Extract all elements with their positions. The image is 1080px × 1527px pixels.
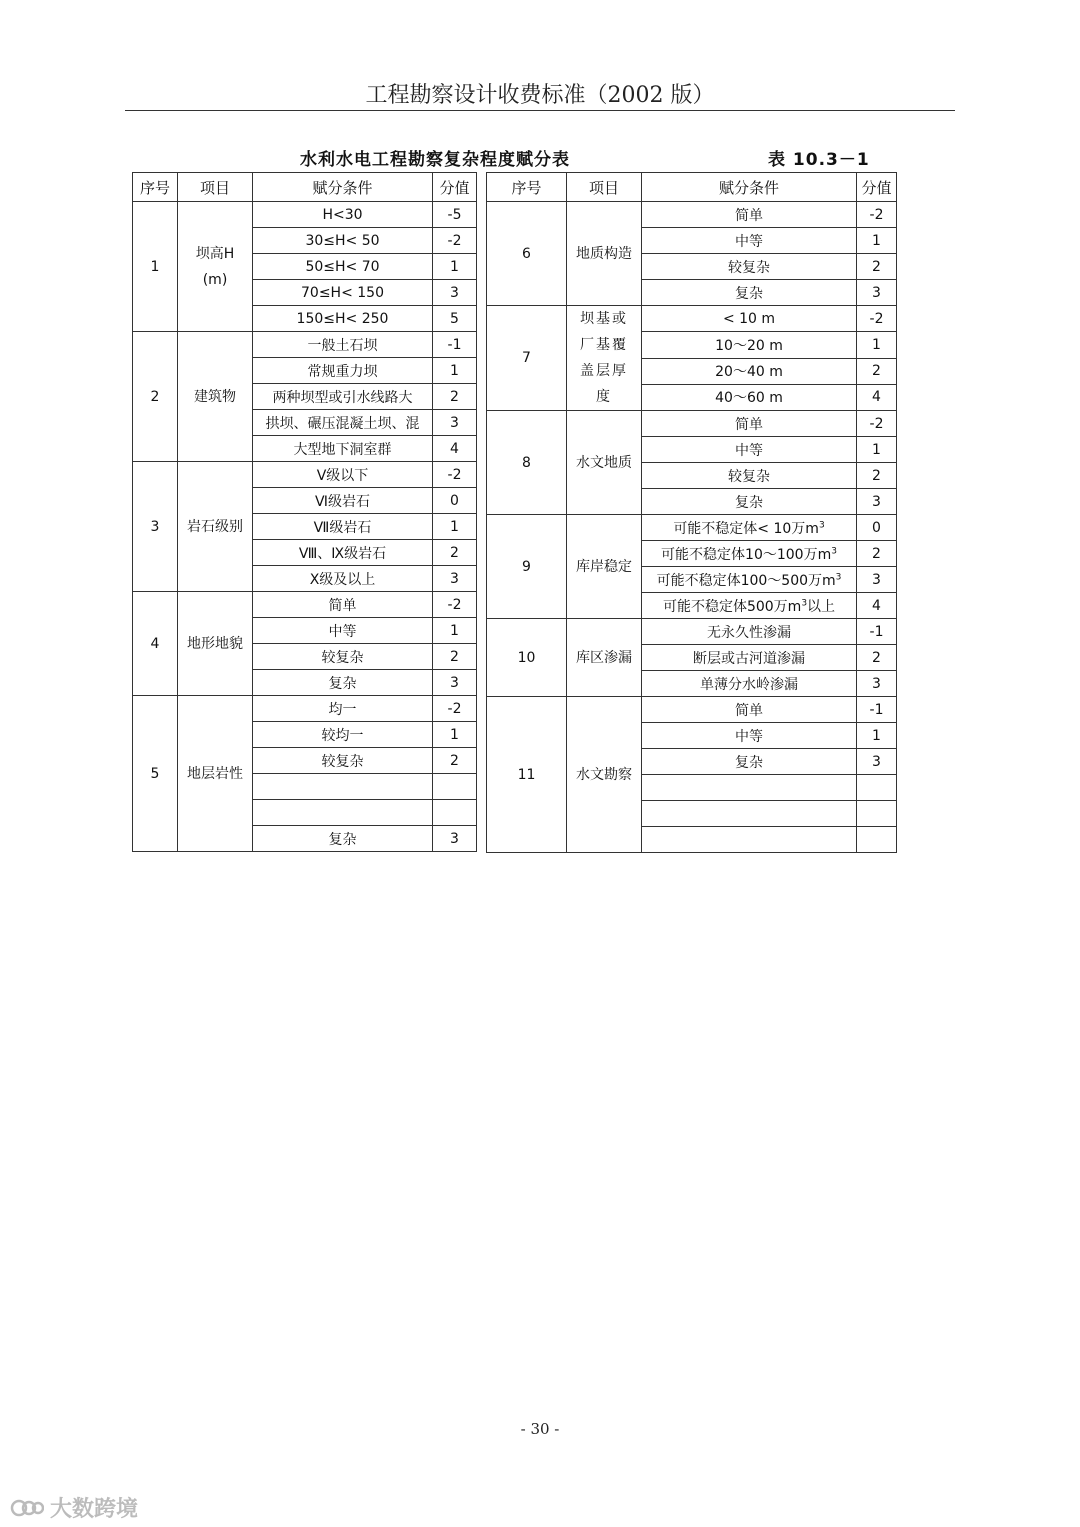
group-number: 3	[133, 462, 178, 592]
condition-text: 较复杂	[728, 259, 770, 276]
condition-text: 常规重力坝	[307, 363, 378, 380]
condition-text: 较复杂	[728, 468, 770, 485]
condition-cell	[253, 514, 433, 540]
condition-text: 简单	[328, 597, 357, 614]
score-cell: 3	[857, 280, 897, 306]
condition-cell	[253, 774, 433, 800]
score-cell: -1	[857, 619, 897, 645]
condition-cell	[642, 202, 857, 228]
table-row	[487, 411, 897, 437]
table-header-row	[133, 173, 477, 202]
condition-cell	[253, 202, 433, 228]
score-table-left	[132, 172, 477, 852]
condition-cell	[642, 801, 857, 827]
score-cell: 3	[433, 566, 477, 592]
group-number: 11	[487, 697, 567, 853]
condition-text: 单薄分水岭渗漏	[700, 676, 798, 693]
score-cell: 1	[857, 228, 897, 254]
condition-cell	[642, 332, 857, 358]
condition-cell	[253, 254, 433, 280]
condition-text: 简单	[735, 416, 763, 433]
score-cell: -2	[857, 411, 897, 437]
group-item: 水文勘察	[567, 697, 642, 853]
condition-cell	[642, 306, 857, 332]
score-cell	[433, 800, 477, 826]
condition-text: 50≤H< 70	[305, 258, 380, 275]
group-number: 7	[487, 306, 567, 411]
watermark-text: 大数跨境	[50, 1497, 139, 1522]
score-cell: 3	[857, 671, 897, 697]
condition-text: 简单	[735, 702, 763, 719]
condition-text: < 10 m	[722, 310, 776, 327]
col-header-score: 分值	[433, 173, 477, 202]
score-cell	[433, 774, 477, 800]
group-number: 8	[487, 411, 567, 515]
col-header-condition: 赋分条件	[642, 173, 857, 202]
watermark-logo-icon	[10, 1495, 44, 1521]
condition-cell	[642, 775, 857, 801]
group-number: 1	[133, 202, 178, 332]
condition-cell	[642, 749, 857, 775]
score-cell: -1	[433, 332, 477, 358]
score-cell: 2	[433, 748, 477, 774]
table-row	[133, 462, 477, 488]
condition-text: 中等	[735, 442, 763, 459]
condition-cell	[642, 515, 857, 541]
condition-text: 一般土石坝	[307, 337, 378, 354]
condition-cell	[642, 619, 857, 645]
score-cell	[857, 775, 897, 801]
condition-text: 拱坝、碾压混凝土坝、混	[265, 415, 420, 432]
condition-cell	[253, 332, 433, 358]
condition-text: 复杂	[735, 285, 763, 302]
group-item: 库区渗漏	[567, 619, 642, 697]
score-cell: 4	[433, 436, 477, 462]
score-cell	[857, 827, 897, 853]
score-cell: 4	[857, 593, 897, 619]
group-number: 10	[487, 619, 567, 697]
condition-cell	[253, 592, 433, 618]
condition-text: 40～60 m	[715, 390, 783, 407]
condition-cell	[253, 618, 433, 644]
condition-cell	[253, 748, 433, 774]
score-cell: 1	[433, 358, 477, 384]
condition-text: 较均一	[321, 727, 364, 744]
condition-text: 20～40 m	[715, 364, 783, 381]
score-cell: -2	[433, 696, 477, 722]
table-row	[487, 202, 897, 228]
condition-cell	[642, 489, 857, 515]
unit-superscript: 3	[831, 545, 837, 556]
condition-cell	[253, 800, 433, 826]
condition-cell	[642, 593, 857, 619]
table-row	[487, 515, 897, 541]
unit-superscript: 3	[801, 597, 808, 608]
condition-text: 复杂	[735, 494, 763, 511]
table-row	[133, 202, 477, 228]
condition-cell	[253, 722, 433, 748]
group-number: 6	[487, 202, 567, 306]
condition-text: 简单	[735, 207, 763, 224]
col-header-no: 序号	[133, 173, 178, 202]
score-table-right	[486, 172, 897, 853]
condition-cell	[642, 228, 857, 254]
condition-text: 均一	[328, 701, 357, 718]
group-item: 岩石级别	[178, 462, 253, 592]
score-cell: 2	[857, 254, 897, 280]
score-cell: 3	[433, 670, 477, 696]
condition-cell	[642, 827, 857, 853]
group-number: 4	[133, 592, 178, 696]
condition-cell	[253, 566, 433, 592]
condition-text: 10～20 m	[715, 337, 783, 354]
score-cell: -5	[433, 202, 477, 228]
table-row	[487, 619, 897, 645]
score-cell: 0	[433, 488, 477, 514]
condition-text: 可能不稳定体< 10万m	[673, 520, 819, 537]
group-number: 2	[133, 332, 178, 462]
condition-cell	[253, 306, 433, 332]
table-title: 水利水电工程勘察复杂程度赋分表	[300, 150, 570, 170]
condition-cell	[642, 411, 857, 437]
score-cell: 1	[433, 618, 477, 644]
score-cell: 2	[433, 644, 477, 670]
condition-cell	[253, 540, 433, 566]
group-item: 坝高H (m)	[178, 202, 253, 332]
condition-cell	[253, 462, 433, 488]
condition-text: 可能不稳定体100～500万m	[656, 572, 836, 589]
condition-cell	[253, 358, 433, 384]
group-item: 坝基或厂基覆盖层厚度	[567, 306, 642, 411]
condition-text: 复杂	[735, 754, 763, 771]
score-cell: 2	[857, 463, 897, 489]
score-cell: 3	[433, 826, 477, 852]
col-header-item: 项目	[567, 173, 642, 202]
score-cell: 2	[433, 384, 477, 410]
col-header-item: 项目	[178, 173, 253, 202]
table-row	[133, 696, 477, 722]
group-item: 水文地质	[567, 411, 642, 515]
score-cell: 2	[857, 358, 897, 384]
condition-cell	[642, 437, 857, 463]
group-item: 库岸稳定	[567, 515, 642, 619]
score-cell: 3	[857, 749, 897, 775]
document-header-title: 工程勘察设计收费标准（2002 版）	[365, 83, 715, 108]
page-number: - 30 -	[520, 1420, 560, 1438]
condition-cell	[642, 463, 857, 489]
condition-text: 两种坝型或引水线路大	[272, 389, 413, 406]
score-cell: -2	[433, 592, 477, 618]
table-number: 表 10.3－1	[768, 150, 870, 170]
score-cell: -2	[857, 306, 897, 332]
score-cell: -2	[433, 228, 477, 254]
score-cell: 2	[857, 645, 897, 671]
condition-text: 150≤H< 250	[296, 310, 389, 327]
condition-cell	[253, 384, 433, 410]
condition-text: Ⅵ级岩石	[315, 493, 370, 510]
condition-text: 可能不稳定体10～100万m	[661, 546, 832, 563]
condition-text: 较复杂	[321, 753, 364, 770]
table-row	[133, 332, 477, 358]
group-item: 地质构造	[567, 202, 642, 306]
score-cell: 2	[857, 541, 897, 567]
condition-text: Ⅹ级及以上	[309, 571, 376, 588]
condition-text: 无永久性渗漏	[707, 624, 791, 641]
condition-cell	[642, 358, 857, 384]
condition-text: 复杂	[328, 831, 357, 848]
condition-text: Ⅶ级岩石	[313, 519, 372, 536]
condition-cell	[253, 280, 433, 306]
score-cell: 1	[857, 332, 897, 358]
condition-text: H<30	[322, 206, 363, 223]
table-row	[133, 592, 477, 618]
condition-cell	[253, 696, 433, 722]
condition-cell	[642, 541, 857, 567]
condition-cell	[253, 436, 433, 462]
score-cell: 3	[433, 280, 477, 306]
condition-cell	[642, 254, 857, 280]
col-header-condition: 赋分条件	[253, 173, 433, 202]
condition-text: 可能不稳定体500万m	[662, 598, 802, 615]
group-number: 9	[487, 515, 567, 619]
condition-text: 30≤H< 50	[305, 232, 380, 249]
score-cell: 5	[433, 306, 477, 332]
table-header-row	[487, 173, 897, 202]
score-cell: 1	[433, 514, 477, 540]
condition-cell	[253, 228, 433, 254]
condition-cell	[642, 671, 857, 697]
condition-cell	[642, 645, 857, 671]
header-divider	[125, 110, 955, 111]
score-cell: -1	[857, 697, 897, 723]
unit-superscript: 3	[818, 519, 825, 530]
score-cell: 1	[433, 254, 477, 280]
table-row	[487, 306, 897, 332]
condition-suffix: 以上	[807, 598, 836, 615]
score-cell: 3	[857, 567, 897, 593]
score-cell: -2	[857, 202, 897, 228]
score-cell: 4	[857, 384, 897, 410]
condition-text: 复杂	[328, 675, 357, 692]
condition-cell	[253, 826, 433, 852]
condition-cell	[642, 723, 857, 749]
condition-text: Ⅴ级以下	[316, 467, 369, 484]
score-cell: 2	[433, 540, 477, 566]
score-cell: 3	[433, 410, 477, 436]
score-cell: 0	[857, 515, 897, 541]
condition-cell	[253, 488, 433, 514]
condition-text: 中等	[328, 623, 357, 640]
condition-cell	[642, 280, 857, 306]
col-header-no: 序号	[487, 173, 567, 202]
table-row	[487, 697, 897, 723]
condition-cell	[253, 644, 433, 670]
condition-text: 大型地下洞室群	[293, 441, 392, 458]
group-item: 建筑物	[178, 332, 253, 462]
group-item: 地形地貌	[178, 592, 253, 696]
watermark	[10, 1492, 138, 1523]
group-item: 地层岩性	[178, 696, 253, 852]
condition-text: 较复杂	[321, 649, 364, 666]
score-cell: 1	[433, 722, 477, 748]
condition-cell	[642, 697, 857, 723]
condition-cell	[642, 384, 857, 410]
condition-text: 70≤H< 150	[301, 284, 384, 301]
condition-cell	[253, 670, 433, 696]
condition-cell	[642, 567, 857, 593]
condition-text: 断层或古河道渗漏	[693, 650, 805, 667]
score-cell: 1	[857, 437, 897, 463]
col-header-score: 分值	[857, 173, 897, 202]
condition-text: Ⅷ、Ⅸ级岩石	[298, 545, 387, 562]
score-cell: 1	[857, 723, 897, 749]
condition-cell	[253, 410, 433, 436]
score-cell: -2	[433, 462, 477, 488]
condition-text: 中等	[735, 728, 763, 745]
score-cell	[857, 801, 897, 827]
condition-text: 中等	[735, 233, 763, 250]
unit-superscript: 3	[835, 571, 842, 582]
group-number: 5	[133, 696, 178, 852]
score-cell: 3	[857, 489, 897, 515]
